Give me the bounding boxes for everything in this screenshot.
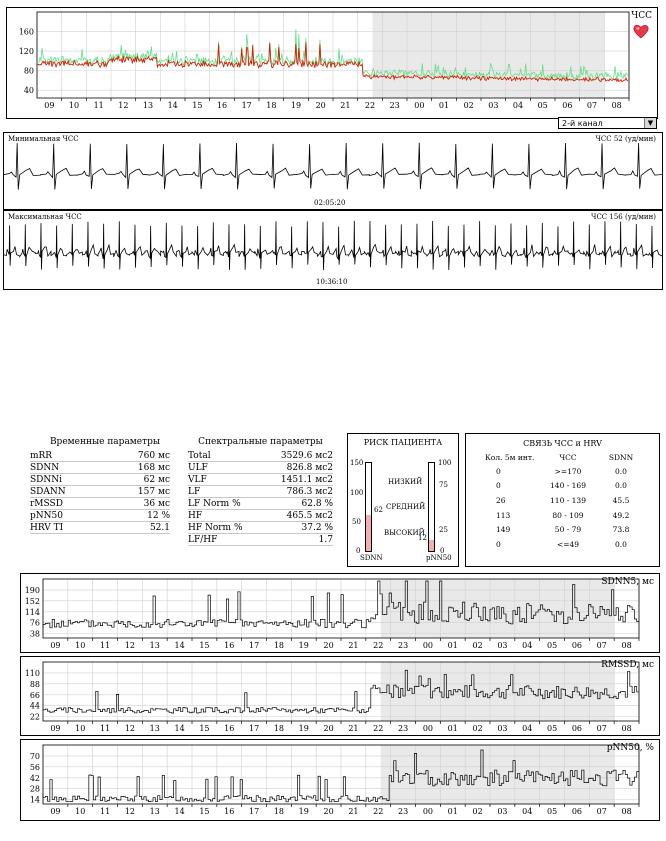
patient-risk-box <box>347 433 459 567</box>
x-tick-label: 13 <box>149 724 160 733</box>
param-value: 37.2 % <box>262 522 333 534</box>
hr-hrv-row <box>484 479 642 494</box>
ecg-min-trace <box>4 133 662 209</box>
x-tick-label: 23 <box>397 641 409 650</box>
param-value: 168 мс <box>104 462 170 474</box>
x-tick-label: 10 <box>75 724 86 733</box>
param-value: 62.8 % <box>262 498 333 510</box>
param-row <box>30 498 170 510</box>
hr-hrv-header: ЧСС <box>559 452 577 462</box>
x-tick-label: 22 <box>373 641 384 650</box>
hr-hrv-title: СВЯЗЬ ЧСС и HRV <box>523 439 602 448</box>
param-value: 1451.1 мс2 <box>262 474 333 486</box>
risk-left-tick: 150 <box>350 459 364 467</box>
pnn50-label: pNN50 <box>426 554 452 562</box>
x-tick-label: 09 <box>50 807 61 816</box>
risk-right-tick: 25 <box>439 526 448 534</box>
x-tick-label: 02 <box>472 641 483 650</box>
param-row <box>188 474 333 486</box>
x-tick-label: 12 <box>124 724 136 733</box>
x-tick-label: 05 <box>546 641 558 650</box>
param-value: 12 % <box>104 510 170 522</box>
x-tick-label: 01 <box>447 807 458 816</box>
x-tick-label: 05 <box>546 724 558 733</box>
x-tick-label: 11 <box>99 807 111 816</box>
x-tick-label: 17 <box>248 807 260 816</box>
y-tick-label: 110 <box>24 668 40 678</box>
y-tick-label: 28 <box>29 784 40 794</box>
param-name: VLF <box>188 474 262 486</box>
x-tick-label: 17 <box>241 101 252 110</box>
x-tick-label: 09 <box>44 101 55 110</box>
hr-hrv-link-box <box>465 433 660 567</box>
sdnn-bar <box>365 462 372 552</box>
x-tick-label: 16 <box>216 101 228 110</box>
param-row <box>30 462 170 474</box>
x-tick-label: 11 <box>99 641 111 650</box>
sdnn5-title: SDNN5, мс <box>601 577 654 587</box>
param-row <box>30 450 170 462</box>
param-row <box>188 534 333 546</box>
x-tick-label: 08 <box>621 641 632 650</box>
risk-left-tick: 0 <box>356 547 361 555</box>
x-tick-label: 03 <box>497 807 508 816</box>
pnn50-trend-panel <box>20 739 660 821</box>
rmssd-trend-panel <box>20 656 660 736</box>
sdnn5-trend-panel <box>20 573 660 653</box>
channel-select-value: 2-й канал <box>562 119 603 128</box>
risk-low-label: НИЗКИЙ <box>388 478 423 486</box>
y-tick-label: 44 <box>29 701 40 711</box>
hr-hrv-row <box>484 508 642 523</box>
x-tick-label: 00 <box>422 724 434 733</box>
ecg-max-time: 10:36:10 <box>316 278 348 286</box>
param-name: pNN50 <box>30 510 104 522</box>
x-tick-label: 22 <box>364 101 376 110</box>
hr-hrv-row <box>484 464 642 479</box>
x-tick-label: 09 <box>50 641 61 650</box>
x-tick-label: 20 <box>323 807 334 816</box>
x-tick-label: 13 <box>142 101 154 110</box>
sdnn-label: SDNN <box>360 554 383 562</box>
ecg-min-title: Минимальная ЧСС <box>8 135 79 143</box>
pnn50-title: pNN50, % <box>606 743 654 753</box>
y-tick-label: 14 <box>29 795 40 805</box>
param-name: Total <box>188 450 262 462</box>
ecg-waveform <box>4 221 662 270</box>
param-value: 157 мс <box>104 486 170 498</box>
x-tick-label: 05 <box>537 101 548 110</box>
hr-hrv-row <box>484 493 642 508</box>
y-tick-label: 56 <box>29 762 40 772</box>
x-tick-label: 20 <box>323 641 334 650</box>
x-tick-label: 02 <box>472 724 483 733</box>
y-tick-label: 114 <box>24 607 40 617</box>
x-tick-label: 21 <box>348 807 359 816</box>
ecg-max-hr: ЧСС 156 (уд/мин) <box>591 213 656 221</box>
hr-trend-chart <box>7 8 657 118</box>
rmssd-title: RMSSD, мс <box>601 660 654 670</box>
param-value: 36 мс <box>104 498 170 510</box>
param-row <box>188 450 333 462</box>
x-tick-label: 15 <box>199 724 210 733</box>
x-tick-label: 07 <box>596 724 607 733</box>
param-name: SDNN <box>30 462 104 474</box>
risk-left-tick: 50 <box>352 518 361 526</box>
x-tick-label: 05 <box>546 807 558 816</box>
hr-hrv-table <box>484 450 642 552</box>
x-tick-label: 18 <box>273 807 285 816</box>
param-row <box>188 486 333 498</box>
param-row <box>30 522 170 534</box>
rmssd-trend-chart <box>21 657 659 735</box>
hr-hrv-cell: 0.0 <box>615 466 627 476</box>
hr-hrv-cell: 0.0 <box>615 539 627 549</box>
hr-hrv-cell: 0 <box>496 539 501 549</box>
x-tick-label: 10 <box>75 807 86 816</box>
risk-high-label: ВЫСОКИЙ <box>384 529 425 537</box>
heart-icon <box>633 24 649 39</box>
hr-hrv-cell: 110 - 139 <box>550 495 586 505</box>
x-tick-label: 04 <box>522 807 533 816</box>
x-tick-label: 04 <box>512 101 524 110</box>
param-name: ULF <box>188 462 262 474</box>
pnn50-bar-fill <box>429 540 434 551</box>
x-tick-label: 06 <box>562 101 573 110</box>
param-row <box>188 510 333 522</box>
x-tick-label: 19 <box>298 641 309 650</box>
risk-title: РИСК ПАЦИЕНТА <box>363 438 443 447</box>
hr-hrv-cell: 50 - 79 <box>554 525 582 535</box>
hr-hrv-cell: 0 <box>496 466 501 476</box>
param-value: 465.5 мс2 <box>262 510 333 522</box>
hr-hrv-cell: 49.2 <box>612 510 630 520</box>
hr-hrv-row <box>484 537 642 552</box>
time-params-table <box>30 450 170 534</box>
param-value: 52.1 <box>104 522 170 534</box>
y-tick-label: 160 <box>18 27 34 37</box>
y-tick-label: 70 <box>29 751 40 761</box>
x-tick-label: 16 <box>224 641 235 650</box>
hr-hrv-cell: >=170 <box>554 466 582 476</box>
param-value: 826.8 мс2 <box>262 462 333 474</box>
hr-hrv-cell: <=49 <box>556 539 580 549</box>
x-tick-label: 20 <box>315 101 326 110</box>
ecg-min-panel <box>3 132 663 210</box>
hr-hrv-cell: 149 <box>496 525 511 535</box>
pnn50-value: 12 <box>418 534 427 542</box>
x-tick-label: 08 <box>621 724 632 733</box>
x-tick-label: 22 <box>373 724 384 733</box>
param-name: LF Norm % <box>188 498 262 510</box>
y-tick-label: 190 <box>24 585 40 595</box>
y-tick-label: 42 <box>29 773 40 783</box>
y-tick-label: 76 <box>29 618 40 628</box>
x-tick-label: 03 <box>497 724 508 733</box>
pnn50-trend-chart <box>21 740 659 820</box>
param-name: LF <box>188 486 262 498</box>
x-tick-label: 15 <box>199 807 210 816</box>
x-tick-label: 06 <box>571 807 583 816</box>
x-tick-label: 18 <box>273 724 285 733</box>
param-row <box>30 510 170 522</box>
x-tick-label: 22 <box>373 807 384 816</box>
hr-hrv-row <box>484 522 642 537</box>
x-tick-label: 12 <box>124 641 136 650</box>
sdnn-bar-fill <box>366 515 371 551</box>
x-tick-label: 21 <box>348 641 359 650</box>
x-tick-label: 14 <box>174 641 185 650</box>
x-tick-label: 11 <box>93 101 104 110</box>
hr-hrv-cell: 26 <box>496 495 506 505</box>
x-tick-label: 18 <box>273 641 285 650</box>
x-tick-label: 01 <box>438 101 450 110</box>
param-name: LF/HF <box>188 534 262 546</box>
x-tick-label: 14 <box>174 807 185 816</box>
x-tick-label: 01 <box>447 641 458 650</box>
x-tick-label: 10 <box>68 101 80 110</box>
x-tick-label: 13 <box>149 641 160 650</box>
x-tick-label: 16 <box>224 807 235 816</box>
x-tick-label: 09 <box>50 724 61 733</box>
hr-trend-title: ЧСС <box>631 11 652 21</box>
x-tick-label: 23 <box>397 807 409 816</box>
hr-hrv-header: SDNN <box>608 452 634 462</box>
x-tick-label: 00 <box>422 807 434 816</box>
x-tick-label: 19 <box>298 807 309 816</box>
sdnn-value: 62 <box>374 506 383 514</box>
param-name: SDANN <box>30 486 104 498</box>
hr-hrv-cell: 0.0 <box>615 481 627 491</box>
y-tick-label: 22 <box>29 712 40 722</box>
param-value: 3529.6 мс2 <box>262 450 333 462</box>
param-value: 1.7 <box>262 534 333 546</box>
ecg-max-title: Максимальная ЧСС <box>8 213 82 221</box>
x-tick-label: 14 <box>167 101 178 110</box>
x-tick-label: 11 <box>99 724 111 733</box>
chevron-down-icon[interactable]: ▼ <box>644 118 656 128</box>
param-row <box>30 486 170 498</box>
risk-right-tick: 100 <box>438 459 452 467</box>
hr-hrv-cell: 80 - 109 <box>552 510 584 520</box>
x-tick-label: 23 <box>397 724 409 733</box>
param-row <box>188 498 333 510</box>
x-tick-label: 19 <box>290 101 302 110</box>
x-tick-label: 17 <box>248 724 260 733</box>
hr-hrv-cell: 0 <box>496 481 501 491</box>
x-tick-label: 00 <box>414 101 425 110</box>
x-tick-label: 18 <box>266 101 277 110</box>
y-tick-label: 40 <box>23 86 34 96</box>
x-tick-label: 04 <box>522 724 533 733</box>
x-tick-label: 00 <box>422 641 434 650</box>
ecg-min-hr: ЧСС 52 (уд/мин) <box>595 135 656 143</box>
param-name: HF <box>188 510 262 522</box>
risk-right-tick: 0 <box>440 547 445 555</box>
spectral-params-table <box>188 450 333 546</box>
y-tick-label: 88 <box>29 679 40 689</box>
y-tick-label: 152 <box>24 596 40 606</box>
spectral-params-title: Спектральные параметры <box>198 437 323 447</box>
x-tick-label: 07 <box>586 101 598 110</box>
param-name: mRR <box>30 450 104 462</box>
x-tick-label: 15 <box>192 101 203 110</box>
x-tick-label: 06 <box>571 724 583 733</box>
hr-hrv-header: Кол. 5м инт. <box>485 452 535 462</box>
param-row <box>30 474 170 486</box>
x-tick-label: 14 <box>174 724 185 733</box>
pnn50-bar <box>428 462 435 552</box>
x-tick-label: 12 <box>124 807 136 816</box>
x-tick-label: 03 <box>488 101 499 110</box>
x-tick-label: 19 <box>298 724 309 733</box>
x-tick-label: 15 <box>199 641 210 650</box>
hr-hrv-cell: 73.8 <box>612 525 630 535</box>
param-value: 62 мс <box>104 474 170 486</box>
x-tick-label: 23 <box>389 101 400 110</box>
param-name: rMSSD <box>30 498 104 510</box>
hr-hrv-cell: 113 <box>496 510 511 520</box>
y-tick-label: 38 <box>29 629 40 639</box>
x-tick-label: 08 <box>621 807 632 816</box>
x-tick-label: 04 <box>522 641 533 650</box>
x-tick-label: 08 <box>611 101 622 110</box>
x-tick-label: 20 <box>323 724 334 733</box>
sdnn5-trend-chart <box>21 574 659 652</box>
y-tick-label: 120 <box>18 47 34 57</box>
param-row <box>188 462 333 474</box>
param-row <box>188 522 333 534</box>
ecg-waveform <box>4 143 662 190</box>
x-tick-label: 13 <box>149 807 160 816</box>
x-tick-label: 21 <box>348 724 359 733</box>
param-name: HF Norm % <box>188 522 262 534</box>
y-tick-label: 80 <box>23 66 34 76</box>
channel-select[interactable] <box>558 117 657 129</box>
param-value: 786.3 мс2 <box>262 486 333 498</box>
param-value: 760 мс <box>104 450 170 462</box>
x-tick-label: 03 <box>497 641 508 650</box>
x-tick-label: 12 <box>118 101 129 110</box>
x-tick-label: 02 <box>472 807 483 816</box>
ecg-min-time: 02:05:20 <box>314 199 346 207</box>
x-tick-label: 01 <box>447 724 458 733</box>
x-tick-label: 06 <box>571 641 583 650</box>
x-tick-label: 16 <box>224 724 235 733</box>
time-params-title: Временные параметры <box>49 437 161 447</box>
risk-mid-label: СРЕДНИЙ <box>386 503 426 511</box>
x-tick-label: 21 <box>340 101 351 110</box>
hr-trend-panel <box>6 7 658 119</box>
x-tick-label: 02 <box>463 101 474 110</box>
x-tick-label: 07 <box>596 641 607 650</box>
param-name: HRV TI <box>30 522 104 534</box>
ecg-max-panel <box>3 210 663 290</box>
x-tick-label: 10 <box>75 641 86 650</box>
y-tick-label: 66 <box>29 690 40 700</box>
x-tick-label: 07 <box>596 807 607 816</box>
hr-hrv-cell: 140 - 169 <box>550 481 586 491</box>
hr-hrv-cell: 45.5 <box>612 495 630 505</box>
x-tick-label: 17 <box>248 641 260 650</box>
param-name: SDNNi <box>30 474 104 486</box>
risk-left-tick: 100 <box>350 489 364 497</box>
risk-right-tick: 75 <box>439 481 448 489</box>
